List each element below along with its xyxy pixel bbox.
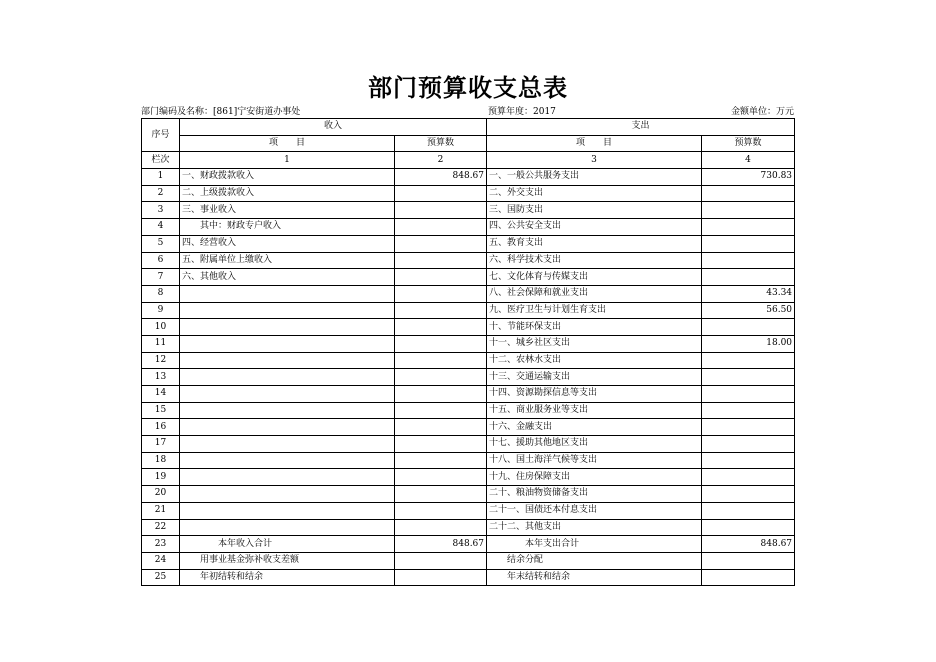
expense-item-cell: 十八、国土海洋气候等支出 bbox=[487, 452, 702, 469]
expense-item-cell: 十五、商业服务业等支出 bbox=[487, 402, 702, 419]
expense-amount-cell bbox=[702, 402, 795, 419]
expense-item-cell: 年末结转和结余 bbox=[487, 569, 702, 586]
row-number-cell: 10 bbox=[142, 319, 180, 336]
row-number-cell: 16 bbox=[142, 419, 180, 436]
expense-item-cell: 八、社会保障和就业支出 bbox=[487, 285, 702, 302]
budget-year-label: 预算年度：2017 bbox=[488, 107, 556, 117]
expense-amount-cell: 848.67 bbox=[702, 536, 795, 553]
income-item-cell bbox=[180, 285, 395, 302]
table-row bbox=[142, 386, 795, 403]
column-index-3: 3 bbox=[487, 152, 702, 169]
expense-item-cell: 二十二、其他支出 bbox=[487, 519, 702, 536]
row-number-cell: 12 bbox=[142, 352, 180, 369]
header-income-item: 项 目 bbox=[180, 135, 395, 152]
income-item-cell bbox=[180, 402, 395, 419]
row-number-cell: 7 bbox=[142, 269, 180, 286]
row-number-cell: 23 bbox=[142, 536, 180, 553]
table-row bbox=[142, 436, 795, 453]
column-index-label: 栏次 bbox=[142, 152, 180, 169]
income-item-cell: 六、其他收入 bbox=[180, 269, 395, 286]
expense-item-cell: 九、医疗卫生与计划生育支出 bbox=[487, 302, 702, 319]
budget-summary-table bbox=[141, 118, 795, 586]
row-number-cell: 14 bbox=[142, 386, 180, 403]
income-amount-cell bbox=[395, 219, 487, 236]
expense-amount-cell bbox=[702, 502, 795, 519]
income-item-cell: 五、附属单位上缴收入 bbox=[180, 252, 395, 269]
table-row bbox=[142, 202, 795, 219]
table-row bbox=[142, 402, 795, 419]
column-index-1: 1 bbox=[180, 152, 395, 169]
income-item-cell: 四、经营收入 bbox=[180, 235, 395, 252]
expense-item-cell: 本年支出合计 bbox=[487, 536, 702, 553]
expense-amount-cell bbox=[702, 269, 795, 286]
expense-item-cell: 七、文化体育与传媒支出 bbox=[487, 269, 702, 286]
income-amount-cell bbox=[395, 369, 487, 386]
expense-amount-cell bbox=[702, 569, 795, 586]
expense-amount-cell bbox=[702, 219, 795, 236]
row-number-cell: 9 bbox=[142, 302, 180, 319]
income-amount-cell bbox=[395, 202, 487, 219]
expense-amount-cell bbox=[702, 469, 795, 486]
expense-item-cell: 二十一、国债还本付息支出 bbox=[487, 502, 702, 519]
income-item-cell bbox=[180, 335, 395, 352]
income-item-cell bbox=[180, 369, 395, 386]
expense-amount-cell: 43.34 bbox=[702, 285, 795, 302]
table-row bbox=[142, 235, 795, 252]
table-row bbox=[142, 219, 795, 236]
income-item-cell: 三、事业收入 bbox=[180, 202, 395, 219]
row-number-cell: 11 bbox=[142, 335, 180, 352]
expense-amount-cell: 730.83 bbox=[702, 169, 795, 186]
row-number-cell: 25 bbox=[142, 569, 180, 586]
expense-item-cell: 十九、住房保障支出 bbox=[487, 469, 702, 486]
expense-item-cell: 二、外交支出 bbox=[487, 185, 702, 202]
expense-amount-cell bbox=[702, 202, 795, 219]
row-number-cell: 3 bbox=[142, 202, 180, 219]
currency-unit-label: 金额单位：万元 bbox=[730, 107, 794, 117]
table-row bbox=[142, 269, 795, 286]
expense-item-cell: 二十、粮油物资储备支出 bbox=[487, 486, 702, 503]
expense-amount-cell bbox=[702, 319, 795, 336]
header-seq: 序号 bbox=[142, 119, 180, 152]
income-item-cell bbox=[180, 502, 395, 519]
expense-amount-cell: 56.50 bbox=[702, 302, 795, 319]
income-amount-cell bbox=[395, 486, 487, 503]
row-number-cell: 24 bbox=[142, 552, 180, 569]
header-row-columns bbox=[142, 135, 795, 152]
income-amount-cell bbox=[395, 235, 487, 252]
expense-item-cell: 十、节能环保支出 bbox=[487, 319, 702, 336]
income-amount-cell bbox=[395, 269, 487, 286]
income-item-cell: 一、财政拨款收入 bbox=[180, 169, 395, 186]
row-number-cell: 19 bbox=[142, 469, 180, 486]
header-row-sections bbox=[142, 119, 795, 136]
income-amount-cell bbox=[395, 185, 487, 202]
row-number-cell: 20 bbox=[142, 486, 180, 503]
table-row bbox=[142, 469, 795, 486]
expense-amount-cell bbox=[702, 552, 795, 569]
table-row bbox=[142, 285, 795, 302]
income-item-cell bbox=[180, 352, 395, 369]
income-amount-cell bbox=[395, 569, 487, 586]
income-amount-cell bbox=[395, 452, 487, 469]
expense-amount-cell bbox=[702, 235, 795, 252]
income-amount-cell bbox=[395, 402, 487, 419]
row-number-cell: 22 bbox=[142, 519, 180, 536]
expense-amount-cell bbox=[702, 352, 795, 369]
expense-amount-cell bbox=[702, 452, 795, 469]
expense-item-cell: 十六、金融支出 bbox=[487, 419, 702, 436]
table-row bbox=[142, 452, 795, 469]
income-amount-cell bbox=[395, 252, 487, 269]
header-row-index bbox=[142, 152, 795, 169]
row-number-cell: 5 bbox=[142, 235, 180, 252]
row-number-cell: 17 bbox=[142, 436, 180, 453]
row-number-cell: 15 bbox=[142, 402, 180, 419]
income-item-cell: 本年收入合计 bbox=[180, 536, 395, 553]
income-item-cell: 其中：财政专户收入 bbox=[180, 219, 395, 236]
income-item-cell bbox=[180, 469, 395, 486]
expense-amount-cell bbox=[702, 419, 795, 436]
expense-item-cell: 十二、农林水支出 bbox=[487, 352, 702, 369]
row-number-cell: 21 bbox=[142, 502, 180, 519]
column-index-4: 4 bbox=[702, 152, 795, 169]
income-item-cell bbox=[180, 486, 395, 503]
expense-amount-cell bbox=[702, 252, 795, 269]
income-amount-cell bbox=[395, 386, 487, 403]
income-item-cell bbox=[180, 419, 395, 436]
expense-amount-cell bbox=[702, 436, 795, 453]
table-row bbox=[142, 569, 795, 586]
table-row bbox=[142, 419, 795, 436]
expense-item-cell: 四、公共安全支出 bbox=[487, 219, 702, 236]
income-item-cell: 年初结转和结余 bbox=[180, 569, 395, 586]
expense-amount-cell bbox=[702, 486, 795, 503]
page-title: 部门预算收支总表 bbox=[368, 73, 568, 102]
income-item-cell bbox=[180, 302, 395, 319]
header-expense-item: 项 目 bbox=[487, 135, 702, 152]
expense-item-cell: 十三、交通运输支出 bbox=[487, 369, 702, 386]
expense-amount-cell bbox=[702, 386, 795, 403]
table-row bbox=[142, 185, 795, 202]
income-amount-cell bbox=[395, 285, 487, 302]
row-number-cell: 13 bbox=[142, 369, 180, 386]
income-amount-cell: 848.67 bbox=[395, 169, 487, 186]
income-item-cell: 二、上级拨款收入 bbox=[180, 185, 395, 202]
expense-item-cell: 十七、援助其他地区支出 bbox=[487, 436, 702, 453]
income-amount-cell bbox=[395, 352, 487, 369]
income-item-cell bbox=[180, 452, 395, 469]
income-amount-cell bbox=[395, 419, 487, 436]
header-income: 收入 bbox=[180, 119, 487, 136]
row-number-cell: 8 bbox=[142, 285, 180, 302]
header-income-amount: 预算数 bbox=[395, 135, 487, 152]
header-expense-amount: 预算数 bbox=[702, 135, 795, 152]
income-item-cell bbox=[180, 319, 395, 336]
table-row bbox=[142, 319, 795, 336]
row-number-cell: 4 bbox=[142, 219, 180, 236]
table-row bbox=[142, 335, 795, 352]
income-amount-cell bbox=[395, 302, 487, 319]
expense-item-cell: 三、国防支出 bbox=[487, 202, 702, 219]
table-body bbox=[142, 169, 795, 586]
row-number-cell: 1 bbox=[142, 169, 180, 186]
expense-item-cell: 六、科学技术支出 bbox=[487, 252, 702, 269]
table-row bbox=[142, 169, 795, 186]
table-row bbox=[142, 536, 795, 553]
table-row bbox=[142, 369, 795, 386]
expense-amount-cell bbox=[702, 185, 795, 202]
department-label: 部门编码及名称：[861]宁安街道办事处 bbox=[141, 107, 301, 117]
expense-item-cell: 五、教育支出 bbox=[487, 235, 702, 252]
table-row bbox=[142, 486, 795, 503]
expense-amount-cell bbox=[702, 369, 795, 386]
income-amount-cell bbox=[395, 335, 487, 352]
expense-item-cell: 十四、资源勘探信息等支出 bbox=[487, 386, 702, 403]
expense-amount-cell: 18.00 bbox=[702, 335, 795, 352]
expense-item-cell: 十一、城乡社区支出 bbox=[487, 335, 702, 352]
table-row bbox=[142, 502, 795, 519]
table-row bbox=[142, 252, 795, 269]
table-row bbox=[142, 519, 795, 536]
expense-item-cell: 一、一般公共服务支出 bbox=[487, 169, 702, 186]
header-expense: 支出 bbox=[487, 119, 795, 136]
income-amount-cell bbox=[395, 519, 487, 536]
income-item-cell: 用事业基金弥补收支差额 bbox=[180, 552, 395, 569]
income-amount-cell bbox=[395, 436, 487, 453]
income-amount-cell: 848.67 bbox=[395, 536, 487, 553]
income-item-cell bbox=[180, 519, 395, 536]
row-number-cell: 6 bbox=[142, 252, 180, 269]
expense-amount-cell bbox=[702, 519, 795, 536]
table-row bbox=[142, 352, 795, 369]
row-number-cell: 18 bbox=[142, 452, 180, 469]
income-amount-cell bbox=[395, 552, 487, 569]
income-amount-cell bbox=[395, 319, 487, 336]
table-row bbox=[142, 552, 795, 569]
table-row bbox=[142, 302, 795, 319]
income-amount-cell bbox=[395, 502, 487, 519]
expense-item-cell: 结余分配 bbox=[487, 552, 702, 569]
income-item-cell bbox=[180, 436, 395, 453]
income-amount-cell bbox=[395, 469, 487, 486]
income-item-cell bbox=[180, 386, 395, 403]
row-number-cell: 2 bbox=[142, 185, 180, 202]
column-index-2: 2 bbox=[395, 152, 487, 169]
